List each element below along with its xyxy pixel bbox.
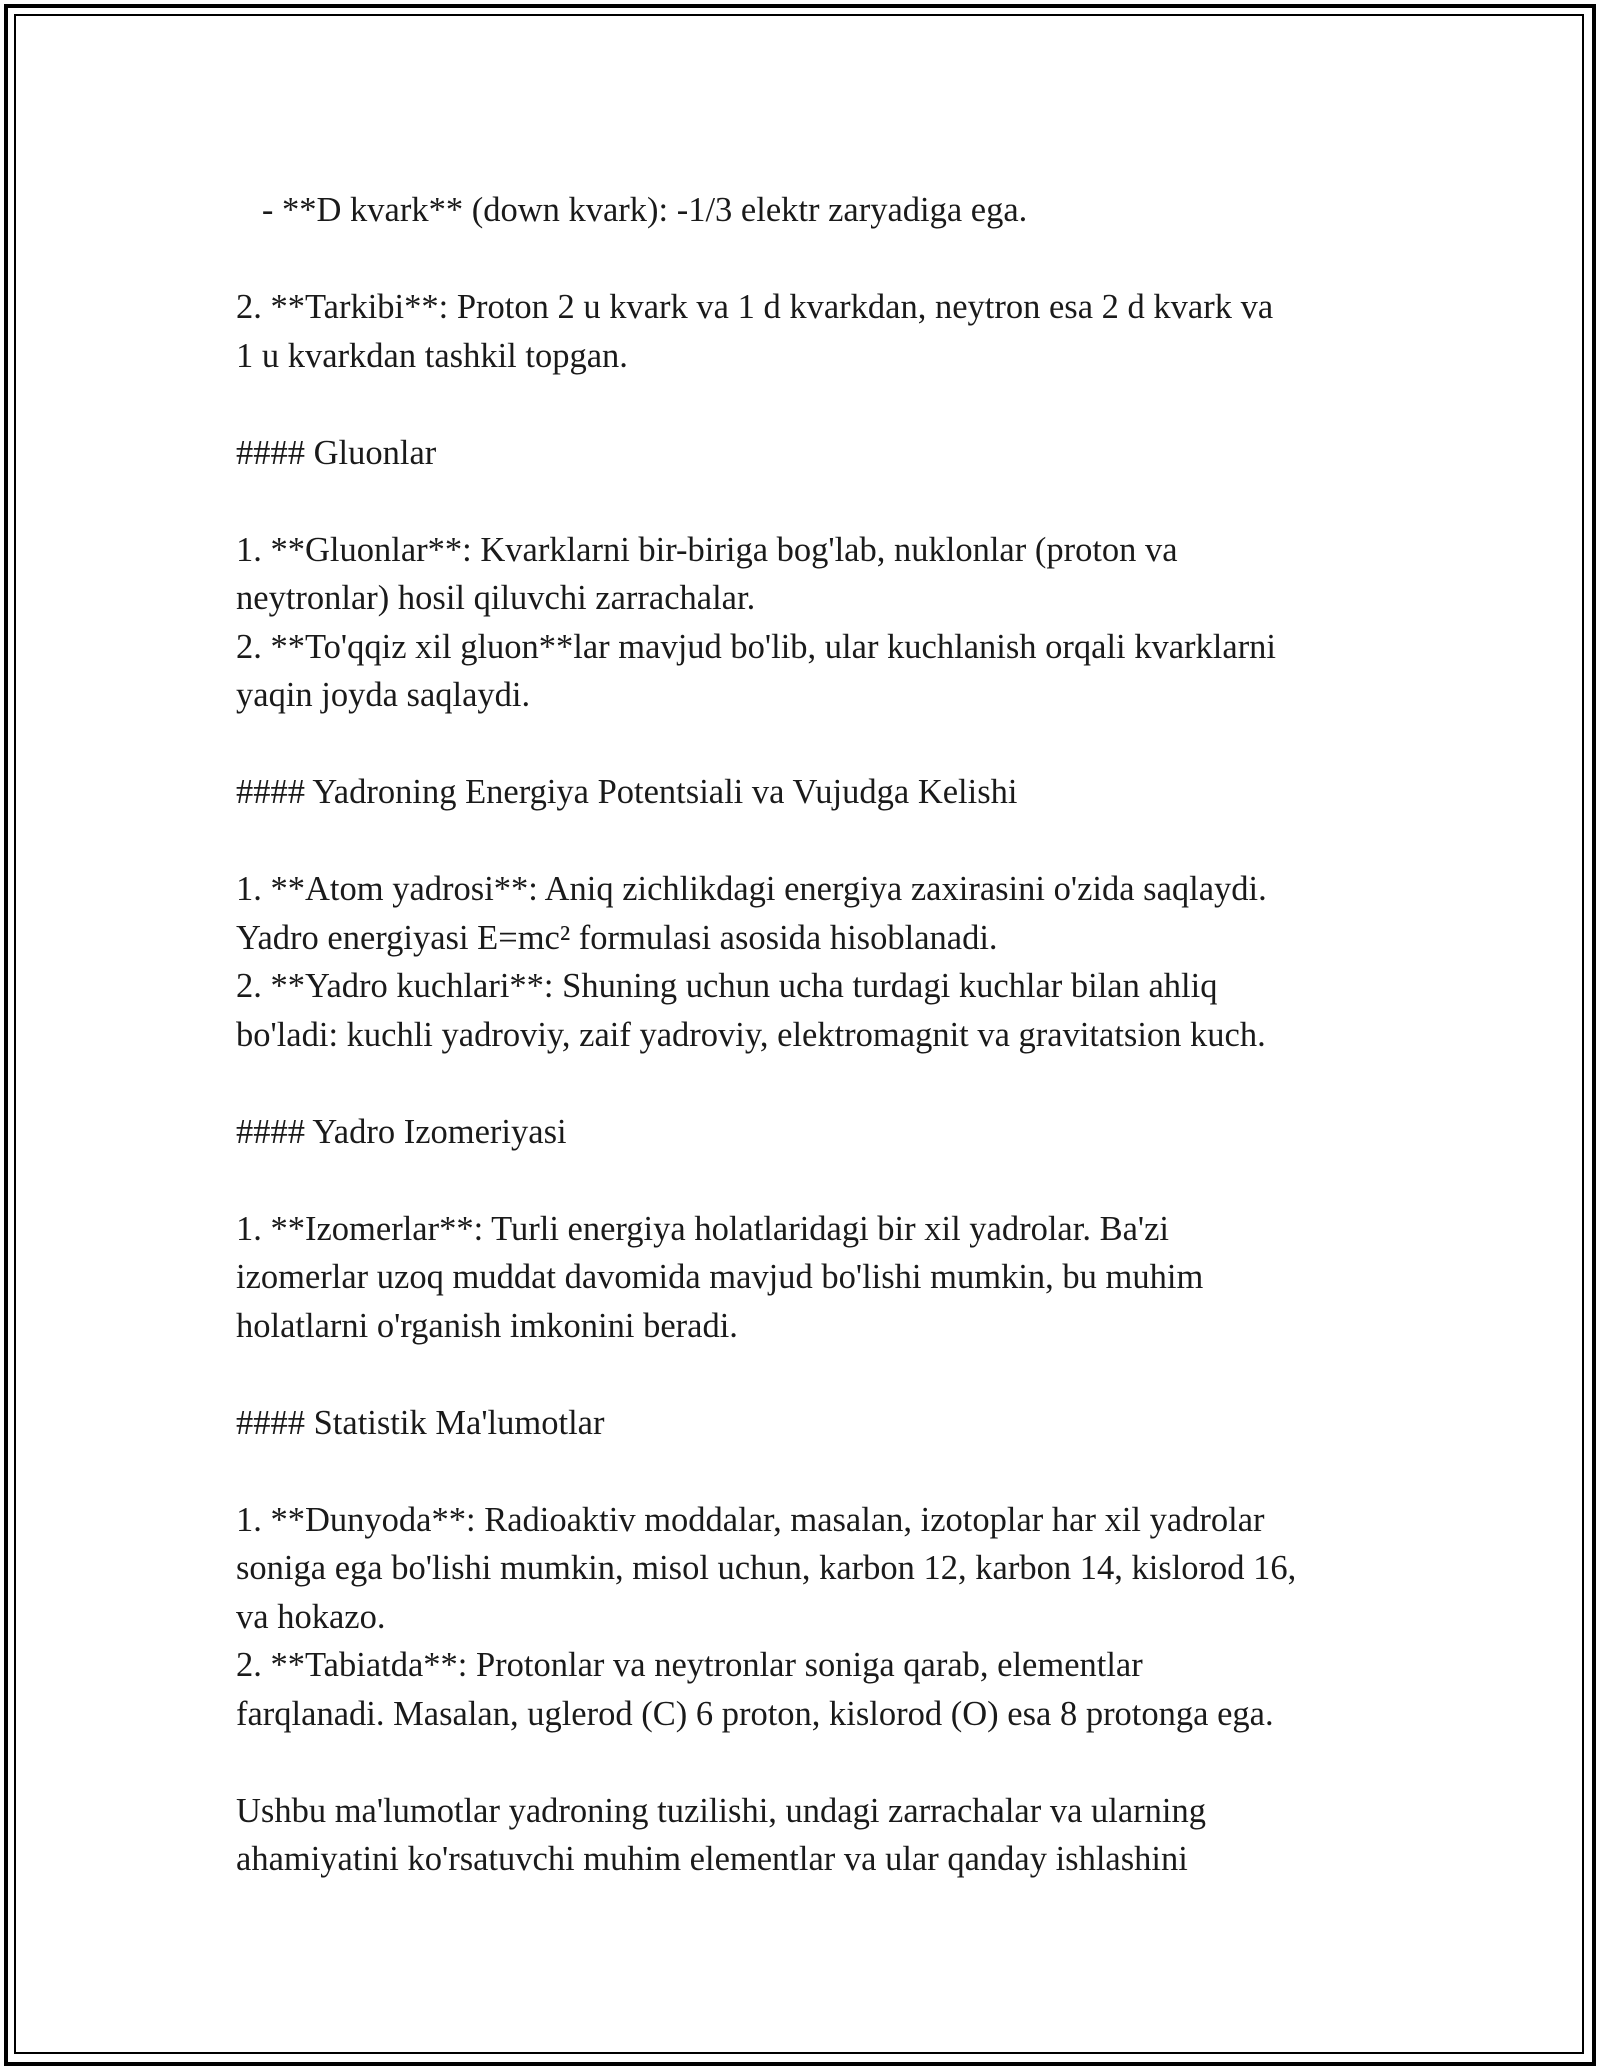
section-heading-h-statistik (236, 1399, 1376, 1448)
text-line: Ushbu ma'lumotlar yadroning tuzilishi, undagi zarrachalar va ularning (236, 1791, 1207, 1830)
paragraph-gap (236, 380, 1376, 429)
text-line: bo'ladi: kuchli yadroviy, zaif yadroviy, elektromagnit va gravitatsion kuch. (236, 1015, 1266, 1054)
text-line: holatlarni o'rganish imkonini beradi. (236, 1306, 738, 1345)
text-line: 2. **To'qqiz xil gluon**lar mavjud bo'lib, ular kuchlanish orqali kvarklarni (236, 627, 1277, 666)
section-heading-h-gluonlar (236, 429, 1376, 478)
paragraph-gap (236, 817, 1376, 866)
text-line: 1. **Gluonlar**: Kvarklarni bir-biriga bog'lab, nuklonlar (proton va (236, 530, 1178, 569)
text-line: 1 u kvarkdan tashkil topgan. (236, 336, 628, 375)
paragraph-gap (236, 1059, 1376, 1108)
text-line: #### Statistik Ma'lumotlar (236, 1403, 605, 1442)
text-line: yaqin joyda saqlaydi. (236, 676, 531, 714)
paragraph-gap (236, 477, 1376, 526)
paragraph-gap (236, 720, 1376, 769)
text-line: neytronlar) hosil qiluvchi zarrachalar. (236, 579, 756, 617)
section-heading-h-izomeriya (236, 1108, 1376, 1157)
text-line: - **D kvark** (down kvark): -1/3 elektr zaryadiga ega. (236, 191, 1028, 229)
text-line: 2. **Tarkibi**: Proton 2 u kvark va 1 d kvarkdan, neytron esa 2 d kvark va (236, 288, 1274, 326)
paragraph-energiya (236, 865, 1376, 1059)
paragraph-statistik (236, 1496, 1376, 1739)
paragraph-gap (236, 1738, 1376, 1787)
paragraph-gap (236, 1350, 1376, 1399)
paragraph-gap (236, 235, 1376, 284)
paragraph-gluonlar (236, 526, 1376, 720)
text-line: Yadro energiyasi E=mc² formulasi asosida hisoblanadi. (236, 918, 998, 957)
text-line: 2. **Yadro kuchlari**: Shuning uchun ucha turdagi kuchlar bilan ahliq (236, 967, 1218, 1005)
text-line: #### Yadroning Energiya Potentsiali va Vujudga Kelishi (236, 773, 1018, 811)
section-heading-h-energiya (236, 768, 1376, 817)
text-line: #### Gluonlar (236, 433, 437, 472)
text-line: va hokazo. (236, 1597, 386, 1636)
paragraph-gap (236, 1156, 1376, 1205)
paragraph-gap (236, 1447, 1376, 1496)
text-line: ahamiyatini ko'rsatuvchi muhim elementlar va ular qanday ishlashini (236, 1840, 1188, 1878)
paragraph-tarkibi (236, 283, 1376, 380)
text-line: 1. **Dunyoda**: Radioaktiv moddalar, masalan, izotoplar har xil yadrolar (236, 1500, 1265, 1539)
text-line: #### Yadro Izomeriyasi (236, 1112, 567, 1151)
text-line: 1. **Atom yadrosi**: Aniq zichlikdagi energiya zaxirasini o'zida saqlaydi. (236, 870, 1267, 908)
text-line: soniga ega bo'lishi mumkin, misol uchun, karbon 12, karbon 14, kislorod 16, (236, 1549, 1297, 1587)
text-line: 2. **Tabiatda**: Protonlar va neytronlar soniga qarab, elementlar (236, 1646, 1143, 1684)
paragraph-dkvark (236, 186, 1376, 235)
paragraph-izomeriya (236, 1205, 1376, 1351)
text-line: 1. **Izomerlar**: Turli energiya holatlaridagi bir xil yadrolar. Ba'zi (236, 1209, 1170, 1248)
paragraph-xulosa (236, 1787, 1376, 1884)
document-body (236, 186, 1376, 1884)
text-line: farqlanadi. Masalan, uglerod (C) 6 proton, kislorod (O) esa 8 protonga ega. (236, 1694, 1274, 1733)
text-line: izomerlar uzoq muddat davomida mavjud bo'lishi mumkin, bu muhim (236, 1258, 1204, 1296)
